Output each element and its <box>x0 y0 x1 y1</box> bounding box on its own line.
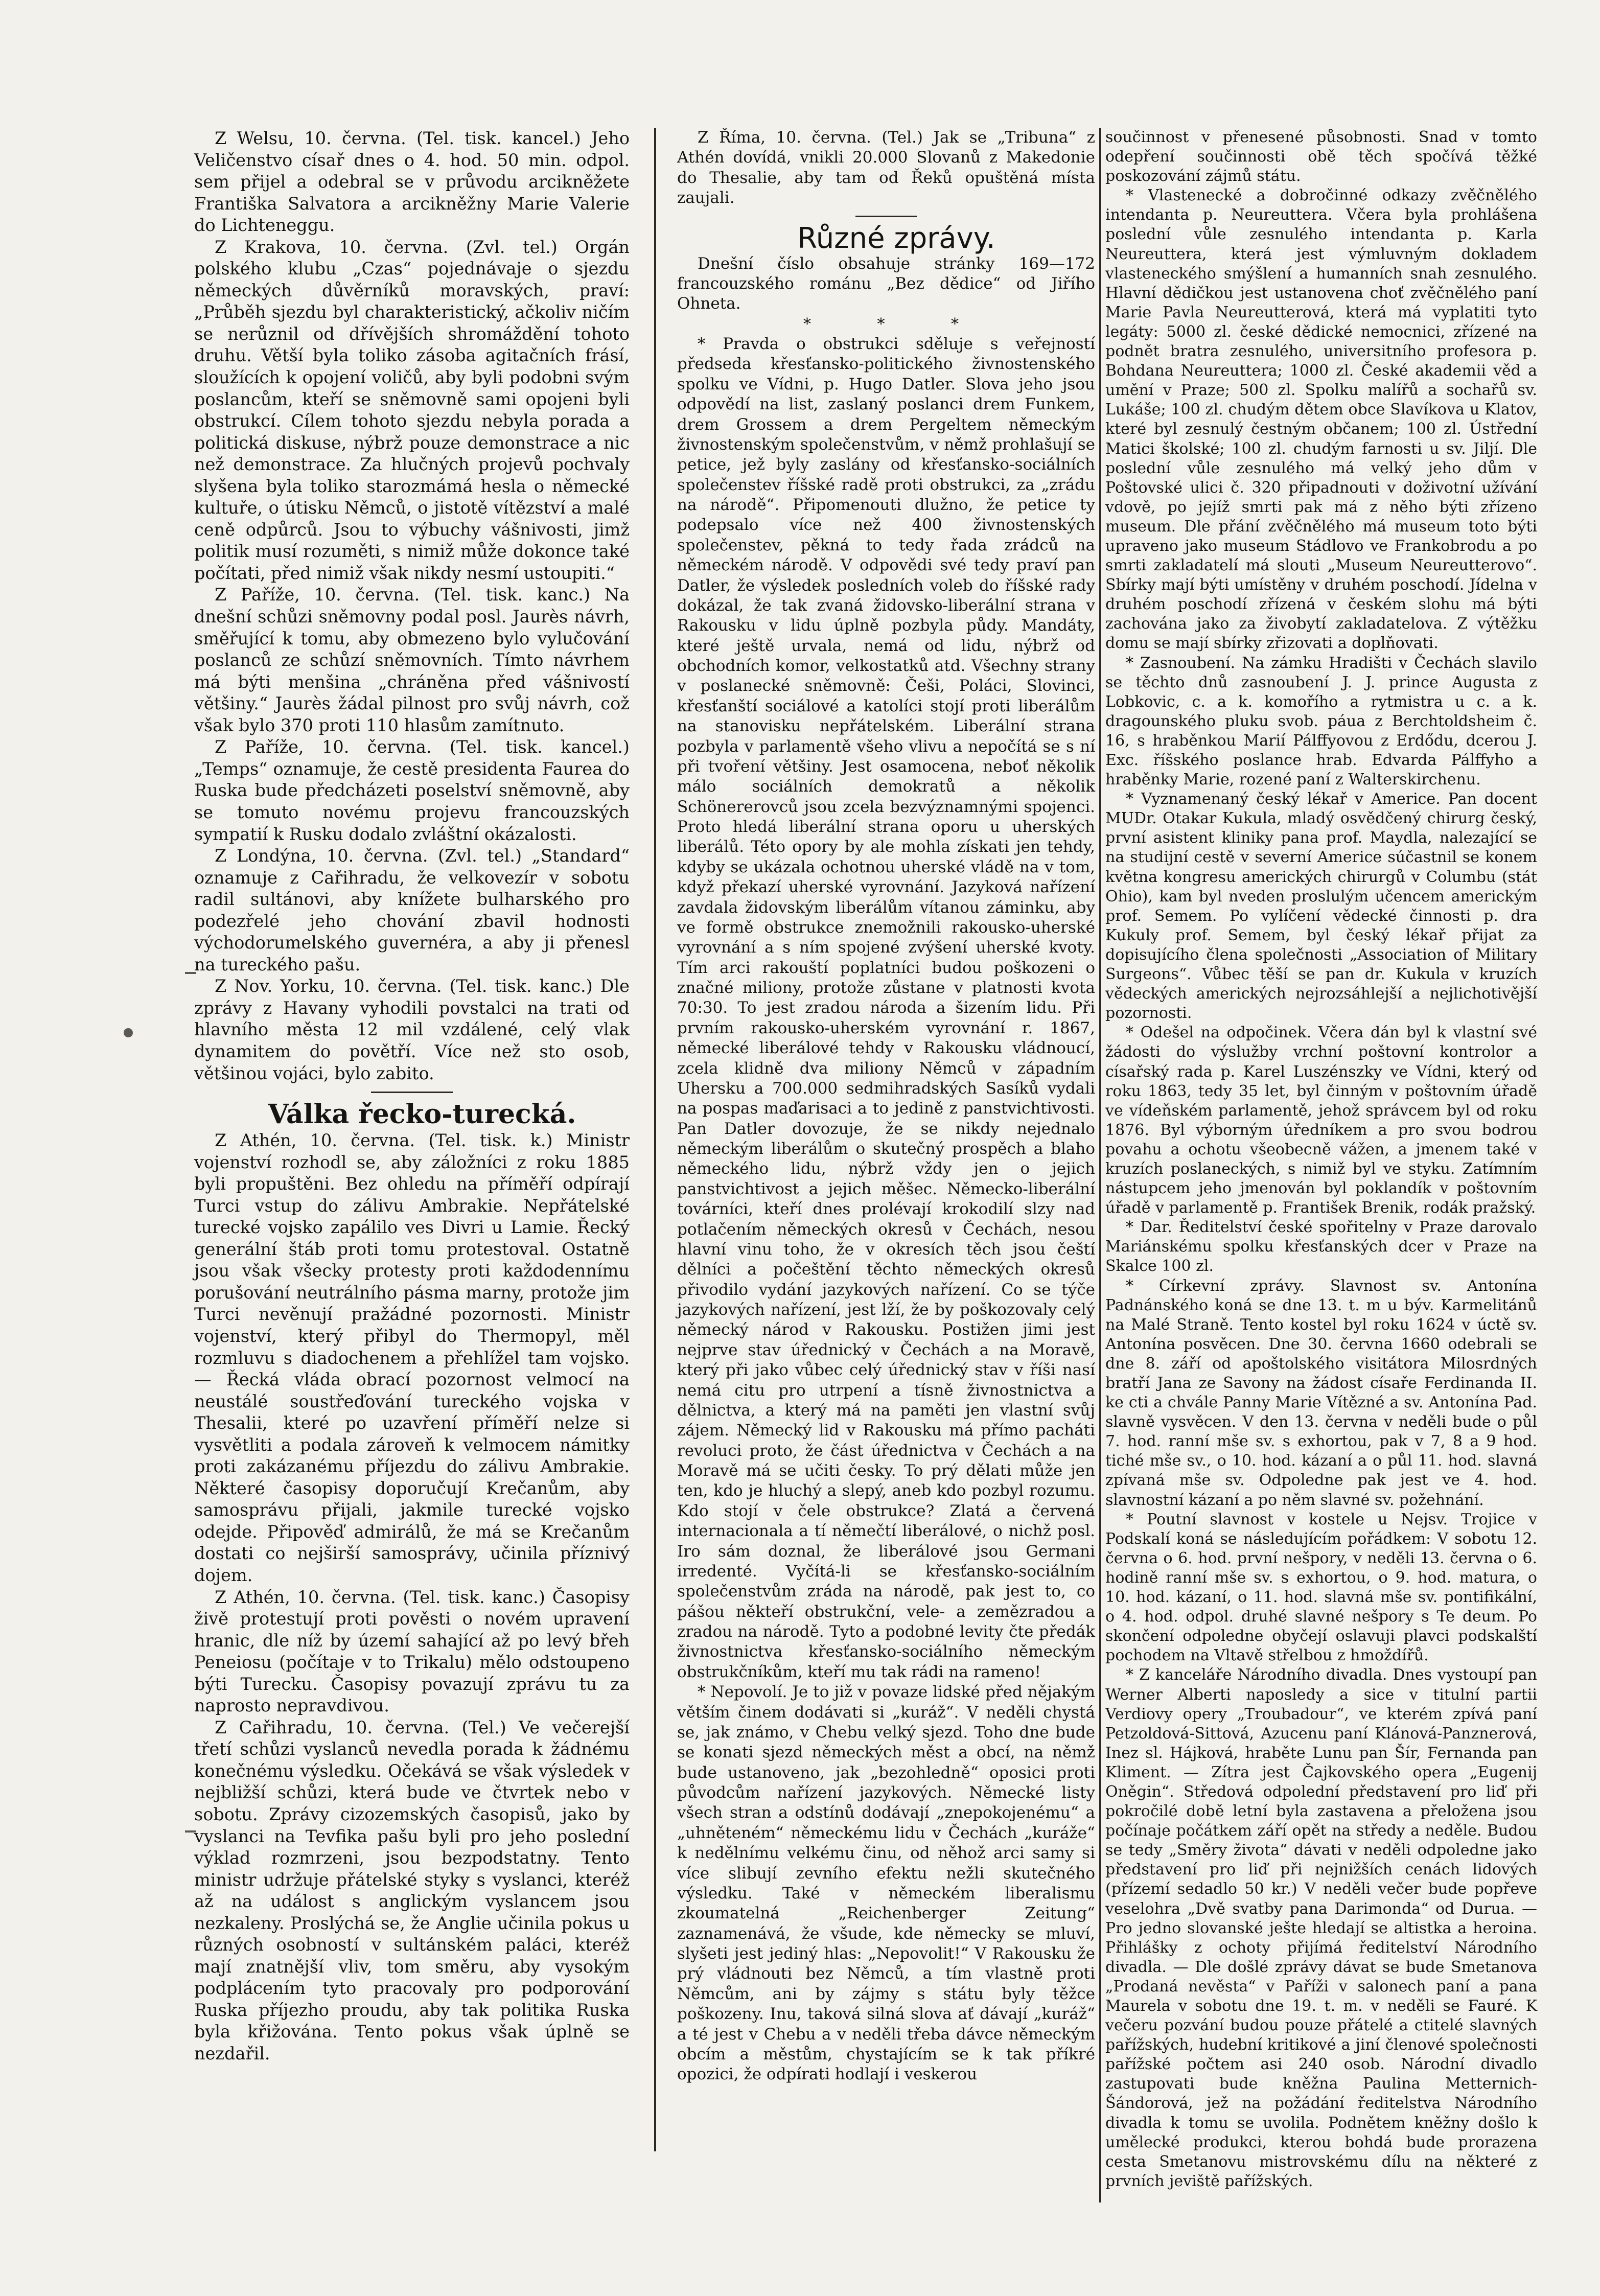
news-item: Z Athén, 10. června. (Tel. tisk. k.) Ministr vojenství rozhodl se, aby záložníci z roku 1885 byli propuštěni. Bez ohledu na příměří odpírají Turci vstup do zálivu Ambrakie. Nepřátelské turecké vojsko zapálilo ves Divri u Lamie. Řecký generální štáb proti tomu protestoval. Ostatně jsou však všecky protesty proti každodennímu porušování neutrálního pásma marny, protože jim Turci nevěnují pražádné pozornosti. Ministr vojenství, který přibyl do Thermopyl, měl rozmluvu s diadochenem a přehlížel tam vojsko. — Řecká vláda obrací pozornost velmocí na neustálé soustřeďování tureckého vojska v Thesalii, které po uzavření příměří nelze si vysvětliti a podala zároveň k velmocem námitky proti zakázanému příjezdu do zálivu Ambrakie. Některé časopisy doporučují Krečanům, aby samosprávu přijali, jakmile turecké vojsko odejde. Připověď admirálů, že má se Krečanům dostati co nejširší samosprávy, učinila příznivý dojem. <box>194 1130 630 1585</box>
section-heading-war: Válka řecko-turecká. <box>268 1099 576 1130</box>
news-item: * Odešel na odpočinek. Včera dán byl k vlastní své žádosti do výslužby vrchní poštovní kontrolor a císařský rada p. Karel Luszénszky ve Vídni, který od roku 1863, tedy 35 let, byl činným v poštovním úřadě ve vídeňském parlamentě, jehož správcem byl od roku 1876. Byl výborným úředníkem a pro svou bodrou povahu a ochotu všeobecně vážen, a jmenem také v kruzích poslaneckých, s nimiž byl ve styku. Zatímním nástupcem jeho jmenován byl poklandík v poštovním úřadě v parlamentě p. František Brenik, rodák pražský. <box>1105 1024 1537 1217</box>
news-item: * Vyznamenaný český lékař v Americe. Pan docent MUDr. Otakar Kukula, mladý osvědčený chirurg český, první asistent kliniky pana prof. Maydla, nalezající se na studijní cestě v severní Americe súčastnil se konem května kongresu amerických chirurgů v Columbu (stát Ohio), kam byl nveden proslulým učencem americkým prof. Semem. Po vylíčení vědecké činnosti p. dra Kukuly prof. Semem, byl český lékař přijat za dopisujícího člena společnosti „Association of Military Surgeons“. Vůbec těší se pan dr. Kukula v kruzích vědeckých amerických nejrozsáhlejší a nejlichotivější pozornosti. <box>1105 790 1537 1023</box>
separator-stars: * * * <box>803 315 990 333</box>
news-item: * Církevní zprávy. Slavnost sv. Antonína Padnánského koná se dne 13. t. m u býv. Karmelitánů na Malé Straně. Tento kostel byl roku 1624 v úctě sv. Antonína posvěcen. Dne 30. června 1660 odebrali se dne 8. září od apoštolského visitátora Milosrdných bratří Jana ze Savony na žádost císaře Ferdinanda II. ke cti a chvále Panny Marie Vítězné a sv. Antonína Pad. slavně vysvěcen. V den 13. června v neděli bude o půl 7. hod. ranní mše sv. s exhortou, pak v 7, 8 a 9 hod. tiché mše sv., o 10. hod. kázaní a o půl 11. hod. slavná zpívaná mše sv. Odpoledne pak jest ve 4. hod. slavnostní kázaní a po něm slavné sv. požehnání. <box>1105 1277 1537 1509</box>
news-item: Z Cařihradu, 10. června. (Tel.) Ve večerejší třetí schůzi vyslanců nevedla porada k žádnému konečnému výsledku. Očekává se však výsledek v nejbližší schůzi, která bude ve čtvrtek nebo v sobotu. Zprávy cizozemských časopisů, jako by vyslanci na Tevfika pašu byli pro jeho poslední výklad rozmrzeni, jsou bezpodstatny. Tento ministr udržuje přátelské styky s vyslanci, kteréž až na událost s anglickým vyslancem jsou nezkaleny. Proslýchá se, že Anglie učinila pokus u různých osobností v sultánském paláci, kteréž mají znatnější vliv, tom směru, aby vysokým podplácením tyto pracovaly pro podporování Ruska příjezho proudu, aby tak politika Ruska byla křižována. Tento pokus však úplně se nezdařil. <box>194 1717 630 2064</box>
news-item: Z Athén, 10. června. (Tel. tisk. kanc.) Časopisy živě protestují proti pověsti o novém upravení hranic, dle níž by území sahající až po levý břeh Peneiosu (počítaje v to Trikalu) mělo odstoupeno býti Turecku. Časopisy povazují zprávu tu za naprosto nepravdivou. <box>194 1587 630 1716</box>
column-3 <box>1105 128 1537 2191</box>
news-item: * Zasnoubení. Na zámku Hradišti v Čechách slavilo se těchto dnů zasnoubení J. J. prince Augusta z Lobkovic, c. a k. komořího a rytmistra u c. a k. dragounského pluku svob. páua z Berchtoldsheim č. 16, s hraběnkou Marií Pálffyovou z Erdődu, dcerou J. Exc. říšského poslance hrab. Edvarda Pálffyho a hraběnky Marie, rozené paní z Walterskirchenu. <box>1105 654 1537 789</box>
section-rule <box>371 1092 453 1093</box>
margin-dot <box>124 1028 133 1037</box>
news-item: Z Welsu, 10. června. (Tel. tisk. kancel.) Jeho Veličenstvo císař dnes o 4. hod. 50 min. odpol. sem přijel a odebral se v průvodu arcikněžete Františka Salvatora a arcikněžny Marie Valerie do Lichteneggu. <box>194 128 630 236</box>
section-rule <box>855 216 917 217</box>
news-item: Z Nov. Yorku, 10. června. (Tel. tisk. kanc.) Dle zprávy z Havany vyhodili povstalci na trati od hlavního města 12 mil vzdálené, celý vlak dynamitem do povětří. Více než sto osob, většinou vojáci, bylo zabito. <box>194 976 630 1083</box>
news-item: Z Paříže, 10. června. (Tel. tisk. kanc.) Na dnešní schůzi sněmovny podal posl. Jaurès návrh, směřující k tomu, aby obmezeno bylo vylučování poslanců ze schůzí sněmovních. Tímto návrhem má býti menšina „chráněna před vášnivostí většiny.“ Jaurès žádal pilnost pro svůj návrh, což však bylo 370 proti 110 hlasům zamítnuto. <box>194 585 630 735</box>
news-item: * Nepovolí. Je to již v povaze lidské před nějakým větším činem dodávati si „kuráž“. V neděli chystá se, jak známo, v Chebu velký sjezd. Toho dne bude se konati sjezd německých měst a obcí, na němž bude ustanoveno, jak „bezohledně“ oposici proti původcům nařízení jazykových. Německé listy všech stran a odstínů dodávají „znepokojenému“ a „uhněteném“ německému lidu v Čechách „kuráže“ k nedělnímu velkému činu, od něhož arci samy si více slibují zevního efektu nežli skutečného výsledku. Také v německém liberalismu zkoumatelná „Reichenberger Zeitung“ zaznamenává, že všude, kde německy se mluví, slyšeti jest jediný hlas: „Nepovolit!“ V Rakousku že prý vládnouti bez Němců, a tím vlastně proti Němcům, ani by zájmy s státu byly těžce poškozeny. Inu, taková silná slova ať dávají „kuráž“ a té jest v Chebu a v neděli třeba dávce německým obcím a městům, chystajícím se k tak příkré opozici, že odpírati hodlají i veskerou <box>677 1683 1095 2084</box>
news-item: * Dar. Ředitelství české spořitelny v Praze darovalo Mariánskému spolku křesťanských dcer v Praze na Skalce 100 zl. <box>1105 1218 1537 1275</box>
news-item: Z Říma, 10. června. (Tel.) Jak se „Tribuna“ z Athén dovídá, vnikli 20.000 Slovanů z Makedonie do Thesalie, aby tam od Řeků opuštěná místa zaujali. <box>677 128 1095 207</box>
section-heading-various: Různé zprávy. <box>797 221 995 255</box>
news-item-continuation: součinnost v přenesené působnosti. Snad v tomto odepření součinnosti obě těch spočívá těžké poskozování zájmů státu. <box>1105 128 1537 185</box>
news-item: Dnešní číslo obsahuje stránky 169—172 francouzského románu „Bez dědice“ od Jiřího Ohneta. <box>677 254 1095 313</box>
news-item: * Pravda o obstrukci sděluje s veřejností předseda křesťansko-politického živnostenského spolku ve Vídni, p. Hugo Datler. Slova jeho jsou odpovědí na list, zaslaný poslanci drem Funkem, drem Grossem a drem Pergeltem německým živnostenským společenstvům, v němž prohlašují se petice, jež byly zaslány od křesťansko-sociálních společenstev říšské radě proti obstrukci, za „zrádu na národě“. Připomenouti dlužno, že petice ty podepsalo více než 400 živnostenských společenstev, pěkná to tedy řada zrádců na německém národě. V odpovědi své tedy praví pan Datler, že výsledek posledních voleb do říšské rady dokázal, že tak zvaná židovsko-liberální strana v Rakousku v lidu úplně pozbyla půdy. Mandáty, které ještě urvala, nemá od lidu, nýbrž od obchodních komor, velkostatků atd. Všechny strany v poslanecké sněmovně: Češi, Poláci, Slovinci, křesťanští sociálové a katolíci stojí proti liberálům na stanovisku nepřátelském. Liberální strana pozbyla v parlamentě všeho vlivu a nepočítá se s ní při tvoření většiny. Jest osamocena, neboť několik málo sociálních demokratů a několik Schönererovců jsou zcela bezvýznamnými spojenci. Proto hledá liberální strana oporu u uherských liberálů. Této opory by ale mohla získati jen tehdy, kdyby se ukázala ochotnou uherské vládě na v tom, když překazí uherské vyrovnání. Jazyková nařízení zavdala židovským liberálům vítanou záminku, aby ve formě obstrukce znemožnili rakousko-uherské vyrovnání a s ním spojené zvýšení uherské kvoty. Tím arci rakouští poplatníci budou poškozeni o značné miliony, protože zůstane v platnosti kvota 70:30. To jest zradou národa a šizením lidu. Při prvním rakousko-uherském vyrovnání r. 1867, německé liberálové tehdy v Rakousku vládnoucí, zcela klidně dva miliony Němců v západním Uhersku a 700.000 sedmihradských Sasíků vydali na pospas maďarisaci a to jedině z panstvichtivosti. Pan Datler dovozuje, že se nikdy nejednalo německým liberálům o skutečný prospěch a blaho německého lidu, nýbrž vždy jen o jejich panstvichtivost a jejich měšec. Německo-liberální továrníci, kteří dnes prolévají krokodilí slzy nad potlačením německých okresů v Čechách, nesou hlavní vinu toho, že v okresích těch jsou čeští dělníci a počeštění těchto německých okresů přivodilo vydání jazykových nařízení. Co se týče jazykových nařízení, jest lží, že by poškozovaly celý německý národ v Rakousku. Postižen jimi jest nejprve stav úřednický v Čechách a na Moravě, který při jako vůbec celý úřednický stav v říši nasí nemá citu pro utrpení a tísně živnostnictva a dělnictva, a který má na paměti jen vlastní svůj zájem. Německý lid v Rakousku má přímo pacháti revoluci proto, že část úřednictva v Čechách a na Moravě má se učiti česky. To prý dělati může jen ten, kdo je hluchý a slepý, aneb kdo pozbyl rozumu. Kdo stojí v čele obstrukce? Zlatá a červená internacionala a tí němečtí liberálové, o nichž posl. Iro sám doznal, že liberálové jsou Germani irredenté. Vyčítá-li se křesťansko-sociálním společenstvům zráda na národě, pak jest to, co pášou někteří obstrukční, vele- a zemězradou a zradou na národě. Tyto a podobné levity čte předák živnostnictva křesťansko-sociálního německým obstrukčníkům, kteří mu tak rádi na rameno! <box>677 335 1095 1681</box>
column-divider-2 <box>1099 128 1101 2202</box>
news-item: * Z kanceláře Národního divadla. Dnes vystoupí pan Werner Alberti naposledy a sice v titulní partii Verdiovy opery „Troubadour“, ve kterém zpívá paní Petzoldová-Sittová, Azucenu paní Klánová-Panznerová, Inez sl. Hájková, hraběte Lunu pan Šír, Fernanda pan Kliment. — Zítra jest Čajkovského opera „Eugenij Oněgin“. Středová odpolední představení pro liď při pokročilé době letní byla zastavena a přeložena jsou počínaje počátkem září opět na středy a neděle. Budou se tedy „Směry života“ dávati v neděli odpoledne jako představení pro liď při nejnižších cenách lidových (přízemí sedadlo 50 kr.) V neděli večer bude popřeve veselohra „Dvě svatby pana Darimonda“ od Durua. — Pro jedno slovanské ješte hledají se altistka a heroina. Přihlášky z ochoty přijímá ředitelství Národního divadla. — Dle došlé zprávy dávat se bude Smetanova „Prodaná nevěsta“ v Paříži v salonech paní a pana Maurela v sobotu dne 19. t. m. v neděli se Fauré. K večeru pozvání budou pouze přátelé a ctitelé slavných pařížských, hudební kritikové a jiní členové společnosti pařížské počtem asi 240 osob. Národní divadlo zastupovati bude kněžna Paulina Metternich-Šándorová, jež na požádání ředitelstva Národního divadla k tomu se uvolila. Podnětem kněžny došlo k umělecké produkci, kterou bohdá bude prorazena cesta Smetanovu mistrovskému dílu na některé z prvních jeviště pařížských. <box>1105 1666 1537 2190</box>
news-item: * Poutní slavnost v kostele u Nejsv. Trojice v Podskalí koná se následujícím pořádkem: V sobotu 12. června o 6. hod. první nešpory, v neděli 13. června o 6. hodině ranní mše sv. s exhortou, o 9. hod. matura, o 10. hod. kázaní, o 11. hod. slavná mše sv. pontifikální, o 4. hod. odpol. druhé slavné nešpory s Te deum. Po skončení odpoledne obyčejí oslavuji plavci podskalští pochodem na Vltavě střelbou z hmoždířů. <box>1105 1510 1537 1665</box>
news-item: Z Londýna, 10. června. (Zvl. tel.) „Standard“ oznamuje z Cařihradu, že velkovezír v sobotu radil sultánovi, aby knížete bulharského pro podezřelé jeho chování zbavil hodnosti východorumelského guvernéra, a aby ji přenesl na tureckého pašu. <box>194 846 630 975</box>
news-item: Z Paříže, 10. června. (Tel. tisk. kancel.) „Temps“ oznamuje, že cestě presidenta Faurea do Ruska bude předcházeti poselství sněmovně, aby se tomuto novému projevu francouzských sympatií k Rusku dodalo zvláštní okázalosti. <box>194 737 630 844</box>
news-item: Z Krakova, 10. června. (Zvl. tel.) Orgán polského klubu „Czas“ pojednávaje o sjezdu německých důvěrníků moravských, praví: „Průběh sjezdu byl charakteristický, ačkoliv ničím se nerůznil od dřívějších shromáždění tohoto druhu. Větší byla toliko zásoba agitačních frásí, sloužících k opojení voličů, aby byli podobni svým poslancům, kteří se sněmovně sami opojeni byli obstrukcí. Cílem tohoto sjezdu nebyla porada a politická diskuse, nýbrž pouze demonstrace a nic než demonstrace. Za hlučných projevů pochvaly slyšena byla toliko starozmámá hesla o německé kultuře, o útisku Němců, o jistotě vítězství a malé ceně odpůrců. Jsou to výbuchy vášnivosti, jimž politik musí rozuměti, s nimiž může dokonce také počítati, před nimiž však nikdy nesmí ustoupiti.“ <box>194 237 630 583</box>
column-2 <box>677 128 1095 2085</box>
news-item: * Vlastenecké a dobročinné odkazy zvěčnělého intendanta p. Neureuttera. Včera byla prohlášena poslední vůle zesnulého intendanta p. Karla Neureuttera, která jest výmluvným dokladem vlasteneckého smýšlení a humanních snah zesnulého. Hlavní dědičkou jest ustanovena choť zvěčnělého paní Marie Pavla Neureutterová, která má vyplatiti tyto legáty: 5000 zl. české dědické nemocnici, zřízené na podnět bratra zesnulého, universitního profesora p. Bohdana Neureuttera; 1000 zl. České akademii věd a umění v Praze; 500 zl. Spolku malířů a sochařů sv. Lukáše; 100 zl. chudým dětem obce Slavíkova u Klatov, které byl zesnulý čestným občanem; 100 zl. Ústřední Matici školské; 100 zl. chudým farnosti u sv. Jiljí. Dle poslední vůle zesnulého má velký jeho dům v Poštovské ulici č. 320 připadnouti v doživotní užívání vdově, po jejíž smrti pak má z něho býti zřízeno museum. Dle přání zvěčnělého má museum toto býti upraveno jako museum Stádlovo ve Frankobrodu a po smrti zakladatelí má slouti „Museum Neureutterovo“. Sbírky mají býti umístěny v druhém poschodí. Jídelna v druhém poschodí zřízená v českém slohu má býti zachována jako za živobytí zakladatelova. Z výtěžku domu se mají sbírky zřizovati a doplňovati. <box>1105 187 1537 653</box>
column-1 <box>194 128 630 2065</box>
column-divider-1 <box>654 128 656 2151</box>
